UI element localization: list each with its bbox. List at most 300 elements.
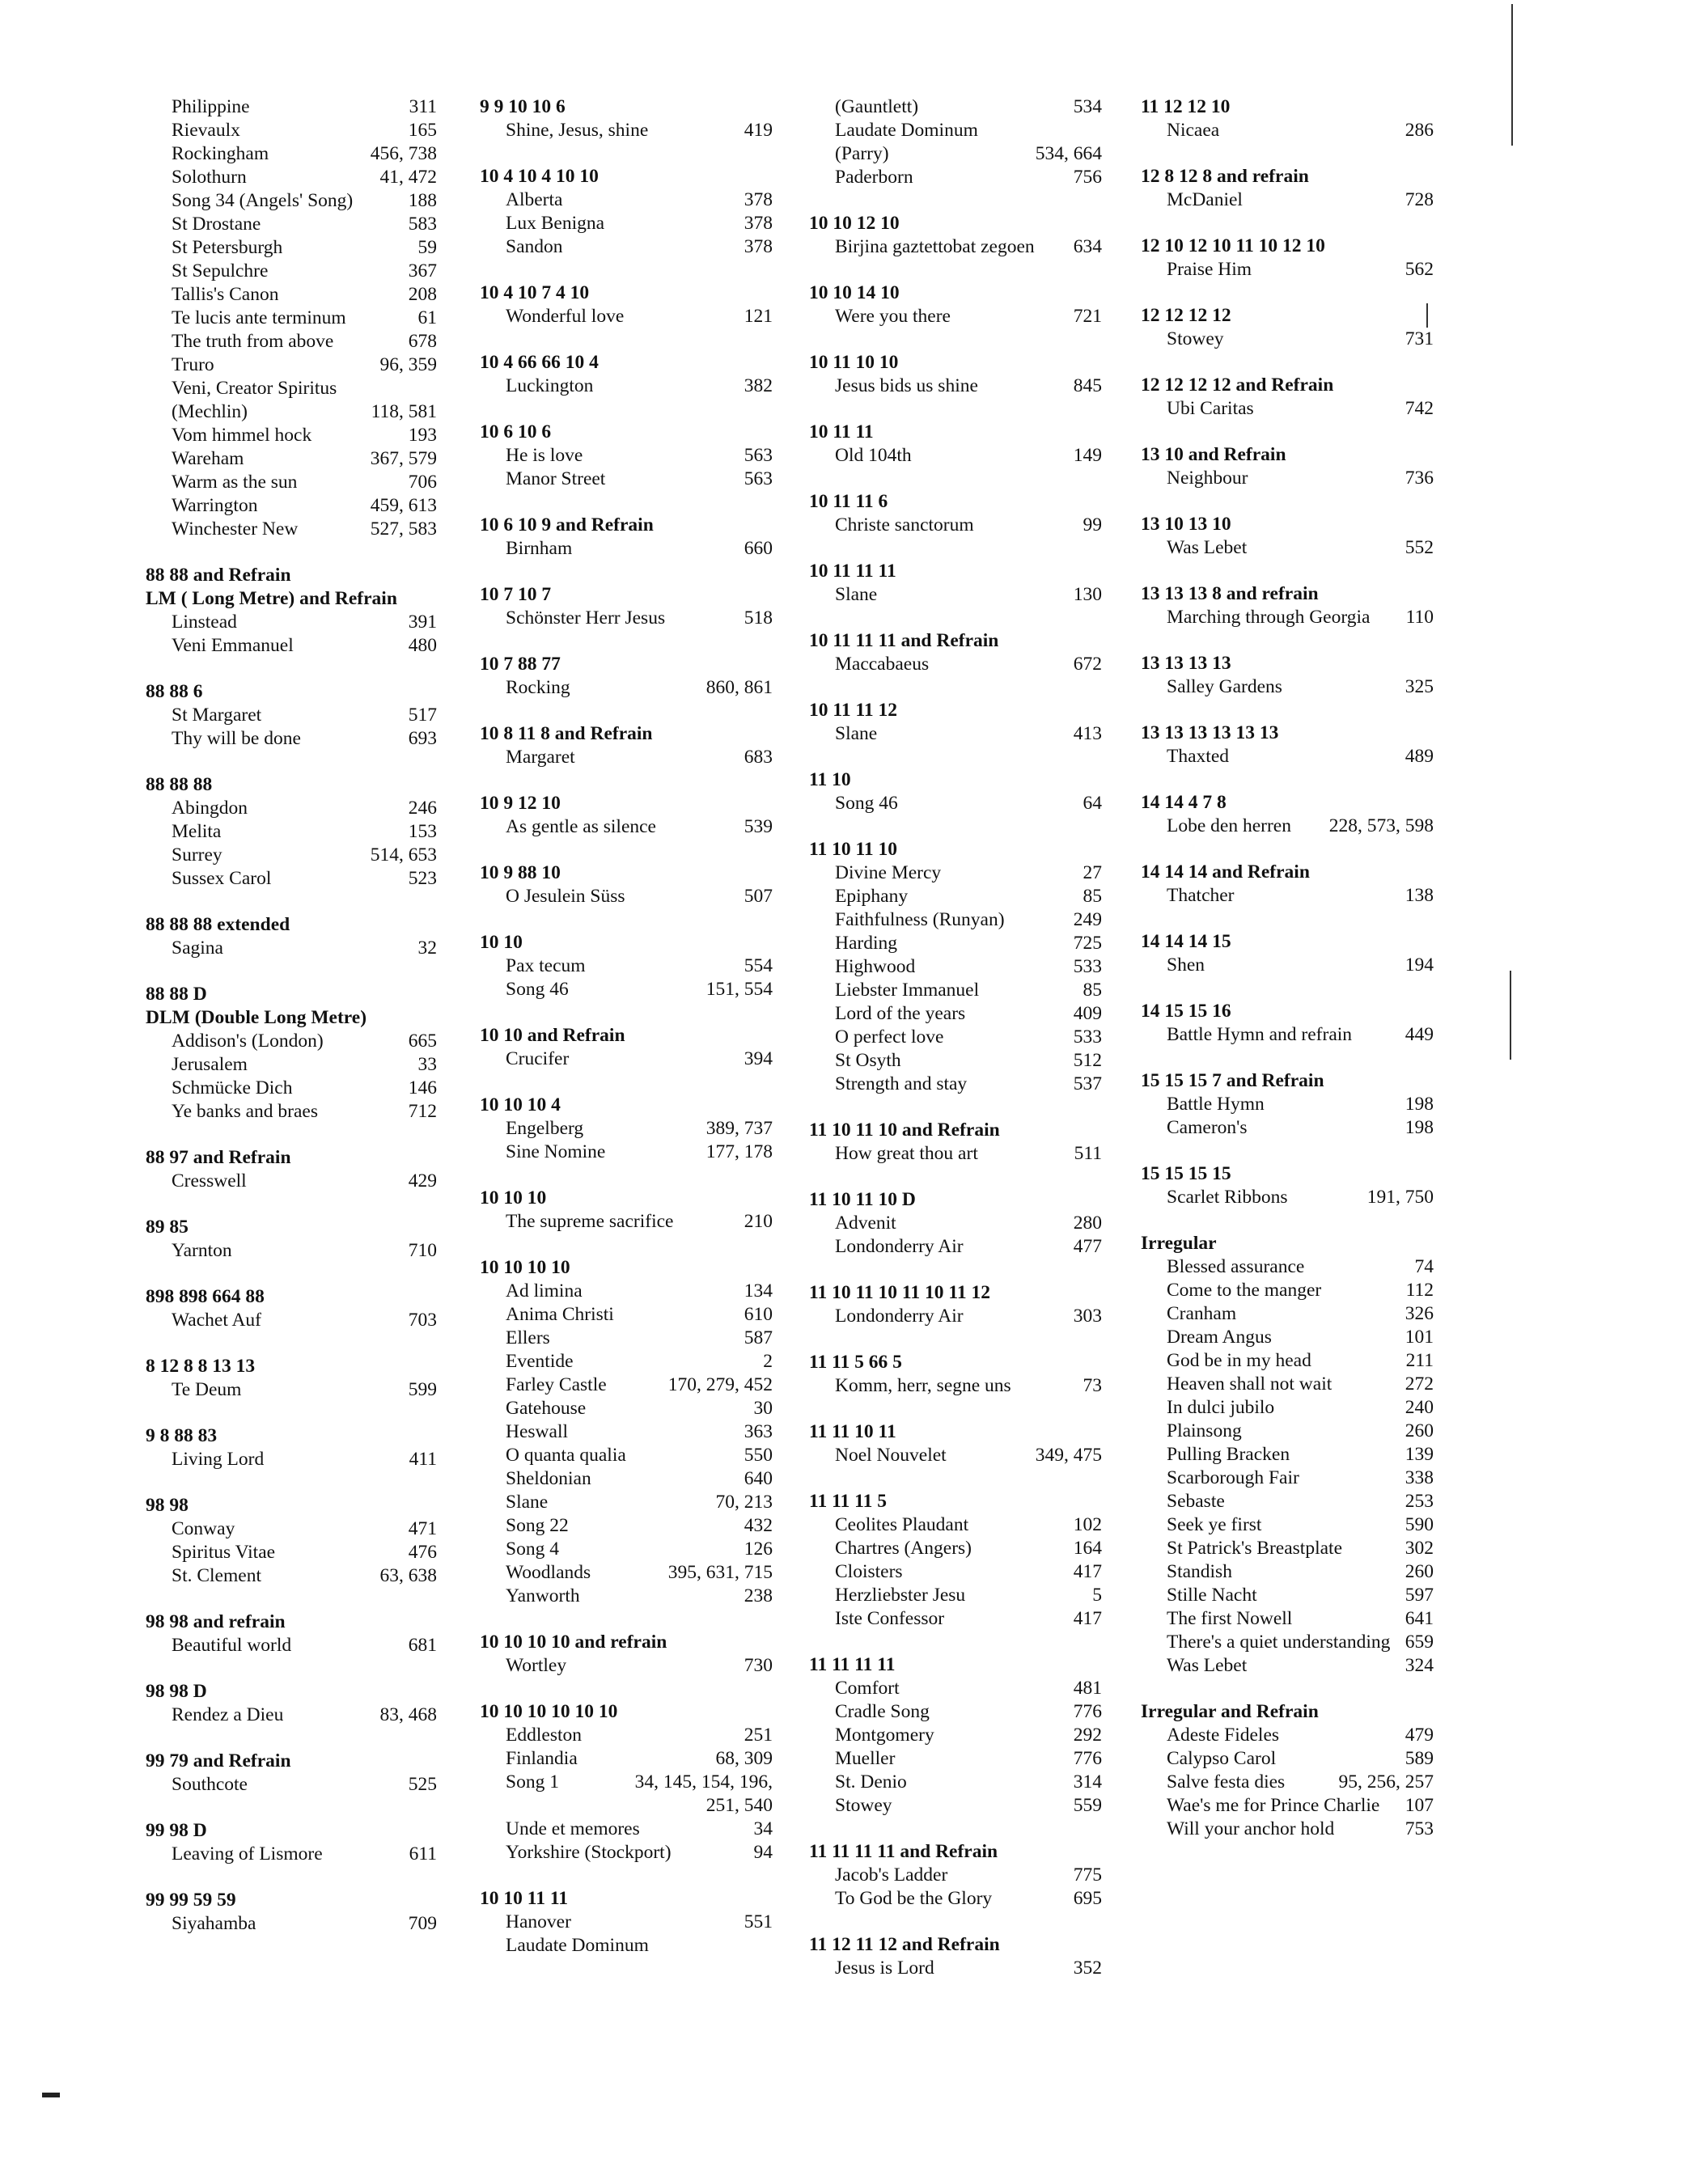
- meter-section: [1141, 374, 1434, 421]
- tune-name: Paderborn: [835, 167, 913, 188]
- meter-heading: 88 88 and Refrain: [146, 565, 291, 586]
- meter-heading: 10 10 11 11: [480, 1888, 569, 1909]
- hymn-numbers: 165: [408, 120, 437, 141]
- tune-name: Vom himmel hock: [172, 425, 312, 446]
- tune-entry: [1141, 1654, 1434, 1678]
- meter-heading: 898 898 664 88: [146, 1286, 265, 1307]
- meter-section: [1141, 582, 1434, 629]
- tune-name: Dream Angus: [1167, 1327, 1272, 1348]
- meter-section: [480, 165, 773, 259]
- hymn-numbers: 210: [744, 1211, 773, 1232]
- hymn-numbers: 514, 653: [370, 844, 437, 866]
- hymn-numbers: 164: [1073, 1538, 1102, 1559]
- hymn-numbers: 640: [744, 1468, 773, 1489]
- tune-entry: [146, 471, 437, 494]
- hymn-numbers: 672: [1073, 654, 1102, 675]
- meter-section: [809, 1840, 1102, 1911]
- meter-heading: 10 10 10 10: [480, 1257, 570, 1278]
- meter-heading: 10 11 11 11: [809, 561, 896, 582]
- tune-entry: [146, 447, 437, 471]
- meter-section: [809, 768, 1102, 815]
- tune-name: Ceolites Plaudant: [835, 1514, 969, 1535]
- meter-heading: 10 11 11: [809, 421, 874, 442]
- meter-section: [809, 1281, 1102, 1328]
- hymn-numbers: 552: [1405, 537, 1434, 558]
- tune-name: Sandon: [506, 236, 563, 257]
- tune-entry: [480, 1538, 773, 1561]
- hymn-numbers: 742: [1405, 398, 1434, 419]
- meter-section: [480, 1631, 773, 1678]
- hymn-numbers: 537: [1073, 1073, 1102, 1094]
- hymn-numbers: 251: [744, 1725, 773, 1746]
- hymn-numbers: 363: [744, 1421, 773, 1442]
- meter-heading: 10 10 10 10 and refrain: [480, 1632, 667, 1653]
- tune-name: Wortley: [506, 1655, 567, 1676]
- hymn-numbers: 703: [408, 1310, 437, 1331]
- tune-name: (Gauntlett): [835, 96, 919, 117]
- meter-heading: 10 11 11 11 and Refrain: [809, 630, 999, 651]
- hymn-numbers: 27: [1083, 862, 1102, 883]
- tune-name: How great thou art: [835, 1143, 978, 1164]
- tune-entry: [146, 1517, 437, 1541]
- tune-entry: [809, 1957, 1102, 1980]
- tune-entry: [480, 1048, 773, 1071]
- tune-entry: [809, 444, 1102, 468]
- tune-name: Cresswell: [172, 1170, 247, 1191]
- hymn-numbers: [432, 377, 437, 400]
- tune-entry: [809, 1887, 1102, 1911]
- tune-entry: [480, 1724, 773, 1747]
- hymn-numbers: 85: [1083, 980, 1102, 1001]
- hymn-numbers: 198: [1405, 1117, 1434, 1138]
- tune-entry: [1141, 1023, 1434, 1047]
- tune-name: O quanta qualia: [506, 1445, 626, 1466]
- tune-entry: [809, 1444, 1102, 1467]
- index-column-3: [809, 95, 1102, 2003]
- tune-entry: [809, 1374, 1102, 1398]
- tune-entry: [146, 727, 437, 751]
- hymn-numbers: 411: [409, 1449, 437, 1470]
- hymn-numbers: 845: [1073, 375, 1102, 396]
- tune-name: The first Nowell: [1167, 1608, 1293, 1629]
- tune-entry: [480, 1911, 773, 1934]
- meter-section: [480, 95, 773, 142]
- tune-entry: [809, 653, 1102, 676]
- tune-entry: [146, 820, 437, 844]
- tune-name: There's a quiet understanding: [1167, 1632, 1391, 1653]
- meter-section: [480, 722, 773, 769]
- tune-entry: [146, 1704, 437, 1727]
- tune-name: Abingdon: [172, 798, 248, 819]
- tune-name: Tallis's Canon: [172, 284, 279, 305]
- tune-name: Farley Castle: [506, 1374, 607, 1395]
- tune-entry: [809, 235, 1102, 259]
- tune-entry: [146, 1077, 437, 1100]
- tune-name: Battle Hymn and refrain: [1167, 1024, 1353, 1045]
- tune-name: Sussex Carol: [172, 868, 272, 889]
- hymn-numbers: 378: [744, 236, 773, 257]
- meter-heading: 11 11 11 5: [809, 1491, 887, 1512]
- hymn-numbers: 550: [744, 1445, 773, 1466]
- hymn-numbers: 710: [408, 1240, 437, 1261]
- tune-entry: [809, 1305, 1102, 1328]
- hymn-numbers: 641: [1405, 1608, 1434, 1629]
- hymn-numbers: 471: [408, 1518, 437, 1539]
- meter-section: [809, 699, 1102, 746]
- meter-section: [1141, 861, 1434, 908]
- meter-heading: 10 11 11 6: [809, 491, 888, 512]
- tune-name: Mueller: [835, 1748, 896, 1769]
- meter-heading: 10 9 12 10: [480, 793, 561, 814]
- tune-entry: [146, 1448, 437, 1471]
- tune-entry: [809, 1864, 1102, 1887]
- hymn-numbers: 611: [409, 1843, 437, 1864]
- meter-heading: 9 8 88 83: [146, 1425, 218, 1446]
- hymn-numbers: 507: [744, 886, 773, 907]
- tune-name: Plainsong: [1167, 1420, 1242, 1441]
- scan-edge-mark: [1511, 4, 1513, 146]
- tune-name: Thy will be done: [172, 728, 301, 749]
- meter-heading: 10 10 10: [480, 1187, 547, 1208]
- scan-speck: [42, 2093, 60, 2097]
- tune-name: Stille Nacht: [1167, 1585, 1257, 1606]
- hymn-numbers: 194: [1405, 954, 1434, 976]
- tune-entry: [809, 1724, 1102, 1747]
- hymn-numbers: 449: [1405, 1024, 1434, 1045]
- hymn-numbers: 94: [753, 1842, 773, 1863]
- tune-name: Jerusalem: [172, 1054, 248, 1075]
- tune-name: Sebaste: [1167, 1491, 1225, 1512]
- tune-name: Alberta: [506, 189, 563, 210]
- tune-entry: [480, 1491, 773, 1514]
- hymn-numbers: 5: [1092, 1585, 1102, 1606]
- meter-section: [1141, 513, 1434, 560]
- meter-heading: 10 10: [480, 932, 523, 953]
- meter-section: [1141, 304, 1434, 351]
- tune-name: Liebster Immanuel: [835, 980, 980, 1001]
- tune-name: Faithfulness (Runyan): [835, 909, 1005, 930]
- tune-entry: [480, 1585, 773, 1608]
- hymn-numbers: 730: [744, 1655, 773, 1676]
- hymn-numbers: 417: [1073, 1561, 1102, 1582]
- hymn-numbers: 489: [1405, 746, 1434, 767]
- tune-entry: [1141, 1467, 1434, 1490]
- tune-entry: [1141, 1420, 1434, 1443]
- tune-entry: [480, 1818, 773, 1841]
- meter-heading: 99 98 D: [146, 1820, 207, 1841]
- tune-name: Siyahamba: [172, 1913, 256, 1934]
- hymn-numbers: 731: [1405, 328, 1434, 349]
- hymn-numbers: 249: [1073, 909, 1102, 930]
- hymn-numbers: 432: [744, 1515, 773, 1536]
- tune-entry: [146, 283, 437, 307]
- meter-section: [146, 913, 437, 960]
- hymn-numbers: 563: [744, 445, 773, 466]
- meter-section: [146, 1216, 437, 1263]
- scan-edge-mark: [1510, 971, 1511, 1060]
- tune-name: Lord of the years: [835, 1003, 966, 1024]
- hymn-numbers: 583: [408, 214, 437, 235]
- meter-section: [809, 421, 1102, 468]
- tune-entry: [146, 260, 437, 283]
- tune-name: Song 22: [506, 1515, 569, 1536]
- meter-heading: 11 11 5 66 5: [809, 1352, 902, 1373]
- hymn-numbers: 534: [1073, 96, 1102, 117]
- hymn-numbers: 587: [744, 1327, 773, 1348]
- hymn-numbers: 149: [1073, 445, 1102, 466]
- tune-name: Shen: [1167, 954, 1205, 976]
- meter-heading: 88 88 88 extended: [146, 914, 290, 935]
- meter-section: [809, 1933, 1102, 1980]
- tune-entry: [480, 305, 773, 328]
- tune-name: O perfect love: [835, 1026, 944, 1048]
- meter-section: [146, 1610, 437, 1657]
- tune-entry: [146, 1030, 437, 1053]
- meter-section: [146, 1494, 437, 1588]
- hymn-numbers: 534, 664: [1035, 143, 1102, 164]
- hymn-numbers: 527, 583: [370, 518, 437, 540]
- tune-entry: [1141, 119, 1434, 142]
- tune-entry: [1141, 1560, 1434, 1584]
- meter-section: [480, 792, 773, 839]
- tune-entry: [809, 861, 1102, 885]
- hymn-numbers: 338: [1405, 1467, 1434, 1488]
- tune-name: Beautiful world: [172, 1635, 292, 1656]
- tune-name: God be in my head: [1167, 1350, 1311, 1371]
- meter-heading: 10 9 88 10: [480, 862, 561, 883]
- tune-entry: [480, 375, 773, 398]
- meter-heading: 11 10 11 10 11 10 11 12: [809, 1282, 990, 1303]
- tune-entry: [1141, 1255, 1434, 1279]
- tune-name: Wonderful love: [506, 306, 625, 327]
- hymn-numbers: 693: [408, 728, 437, 749]
- hymn-numbers: 73: [1083, 1375, 1102, 1396]
- meter-heading-alt: DLM (Double Long Metre): [146, 1007, 367, 1028]
- tune-name: Wachet Auf: [172, 1310, 261, 1331]
- hymn-numbers: 130: [1073, 584, 1102, 605]
- hymn-numbers: 367: [408, 260, 437, 281]
- tune-name: Come to the manger: [1167, 1280, 1322, 1301]
- meter-heading: 10 11 10 10: [809, 352, 899, 373]
- tune-entry: [480, 1654, 773, 1678]
- hymn-numbers: 85: [1083, 886, 1102, 907]
- tune-entry: [480, 1771, 773, 1794]
- meter-heading: 12 12 12 12: [1141, 305, 1231, 326]
- tune-entry: [480, 444, 773, 468]
- meter-section: [1141, 165, 1434, 212]
- hymn-numbers: [768, 1934, 773, 1958]
- tune-entry: [809, 514, 1102, 537]
- hymn-numbers: 382: [744, 375, 773, 396]
- meter-heading: 10 4 10 7 4 10: [480, 282, 590, 303]
- hymn-numbers: 389, 737: [705, 1118, 773, 1139]
- hymn-numbers: 678: [408, 331, 437, 352]
- meter-heading: 12 10 12 10 11 10 12 10: [1141, 235, 1325, 256]
- tune-entry: [480, 1141, 773, 1164]
- tune-entry: [146, 704, 437, 727]
- tune-name: Leaving of Lismore: [172, 1843, 323, 1864]
- tune-name: Comfort: [835, 1678, 900, 1699]
- tune-entry: [480, 1561, 773, 1585]
- hymn-numbers: 83, 468: [379, 1704, 437, 1725]
- tune-entry: [1141, 954, 1434, 977]
- meter-heading: 10 6 10 9 and Refrain: [480, 514, 654, 535]
- tune-name: Addison's (London): [172, 1031, 324, 1052]
- tune-entry: [1141, 1794, 1434, 1818]
- tune-entry: [480, 1841, 773, 1864]
- hymn-numbers: 712: [408, 1101, 437, 1122]
- hymn-numbers: 429: [408, 1170, 437, 1191]
- hymn-numbers: 533: [1073, 1026, 1102, 1048]
- tune-entry: [480, 1327, 773, 1350]
- tune-name: Song 1: [506, 1771, 559, 1792]
- tune-name: St. Clement: [172, 1565, 261, 1586]
- meter-heading: 10 11 11 12: [809, 700, 898, 721]
- hymn-numbers: 61: [417, 307, 437, 328]
- hymn-numbers: 139: [1405, 1444, 1434, 1465]
- meter-heading: 15 15 15 15: [1141, 1163, 1231, 1184]
- meter-heading: 11 10: [809, 769, 851, 790]
- tune-name: Finlandia: [506, 1748, 578, 1769]
- tune-name: Divine Mercy: [835, 862, 942, 883]
- tune-name: Eventide: [506, 1351, 574, 1372]
- hymn-numbers: 725: [1073, 933, 1102, 954]
- tune-entry: [809, 1677, 1102, 1700]
- hymn-numbers: 238: [744, 1585, 773, 1606]
- tune-name: Cranham: [1167, 1303, 1237, 1324]
- hymn-numbers: 211: [1405, 1350, 1434, 1371]
- tune-name: Was Lebet: [1167, 1655, 1248, 1676]
- meter-heading: 98 98 D: [146, 1681, 207, 1702]
- tune-entry: [1141, 1818, 1434, 1841]
- tune-name: Thatcher: [1167, 885, 1235, 906]
- meter-section: [480, 1094, 773, 1164]
- tune-entry: [809, 375, 1102, 398]
- hymn-numbers: 198: [1405, 1094, 1434, 1115]
- tune-entry: [146, 494, 437, 518]
- meter-section: [480, 1024, 773, 1071]
- meter-section: [480, 653, 773, 700]
- meter-section: [146, 1819, 437, 1866]
- tune-name: Slane: [835, 584, 878, 605]
- tune-name: Were you there: [835, 306, 951, 327]
- meter-heading: 8 12 8 8 13 13: [146, 1356, 256, 1377]
- hymn-numbers: 96, 359: [379, 354, 437, 375]
- tune-name: Schönster Herr Jesus: [506, 607, 666, 629]
- meter-section: [1141, 791, 1434, 838]
- tune-name: Blessed assurance: [1167, 1256, 1305, 1277]
- hymn-numbers: 34: [753, 1818, 773, 1839]
- tune-entry: [1141, 1771, 1434, 1794]
- tune-name: Stowey: [835, 1795, 892, 1816]
- tune-name: Eddleston: [506, 1725, 582, 1746]
- tune-name: Herzliebster Jesu: [835, 1585, 966, 1606]
- tune-name: Calypso Carol: [1167, 1748, 1277, 1769]
- meter-heading: 13 10 13 10: [1141, 514, 1231, 535]
- hymn-numbers: 512: [1073, 1050, 1102, 1071]
- tune-name: Rievaulx: [172, 120, 240, 141]
- tune-entry: [809, 1607, 1102, 1631]
- tune-name: Luckington: [506, 375, 594, 396]
- tune-entry: [146, 400, 437, 424]
- tune-entry: [1141, 1490, 1434, 1513]
- meter-section: [146, 95, 437, 541]
- tune-entry: [146, 353, 437, 377]
- tune-name: Spiritus Vitae: [172, 1542, 276, 1563]
- tune-name: Sine Nomine: [506, 1141, 606, 1162]
- tune-entry: [146, 236, 437, 260]
- tune-entry: [146, 867, 437, 891]
- meter-heading: 11 12 11 12 and Refrain: [809, 1934, 1000, 1955]
- tune-name: Montgomery: [835, 1725, 934, 1746]
- meter-section: [1141, 652, 1434, 699]
- tune-entry: [809, 792, 1102, 815]
- tune-entry: [146, 213, 437, 236]
- meter-heading: 10 10 14 10: [809, 282, 900, 303]
- tune-name: Scarborough Fair: [1167, 1467, 1299, 1488]
- tune-entry: [809, 955, 1102, 979]
- meter-heading: 11 10 11 10 D: [809, 1189, 916, 1210]
- meter-heading: 10 10 and Refrain: [480, 1025, 625, 1046]
- tune-name: St Patrick's Breastplate: [1167, 1538, 1342, 1559]
- hymn-numbers: 517: [408, 705, 437, 726]
- meter-heading: 89 85: [146, 1217, 189, 1238]
- tune-entry: [146, 1773, 437, 1797]
- tune-name: Ad limina: [506, 1280, 583, 1302]
- tune-name: Unde et memores: [506, 1818, 640, 1839]
- tune-name: Te Deum: [172, 1379, 242, 1400]
- hymn-numbers: 126: [744, 1539, 773, 1560]
- tune-name: Standish: [1167, 1561, 1232, 1582]
- meter-section: [1141, 443, 1434, 490]
- hymn-numbers: 419: [744, 120, 773, 141]
- tune-name: Cloisters: [835, 1561, 903, 1582]
- tune-entry: [480, 607, 773, 630]
- meter-heading: 10 6 10 6: [480, 421, 552, 442]
- tune-name: Song 46: [835, 793, 898, 814]
- meter-heading: 11 10 11 10 and Refrain: [809, 1120, 1000, 1141]
- tune-entry: [809, 1794, 1102, 1818]
- tune-name: Noel Nouvelet: [835, 1445, 947, 1466]
- meter-section: [480, 861, 773, 908]
- tune-name: Rocking: [506, 677, 570, 698]
- tune-name: Veni Emmanuel: [172, 635, 294, 656]
- hymn-numbers: 367, 579: [370, 448, 437, 469]
- tune-name: Jesus bids us shine: [835, 375, 978, 396]
- tune-entry: [146, 634, 437, 658]
- hymn-numbers: 349, 475: [1035, 1445, 1102, 1466]
- hymn-numbers: 551: [744, 1911, 773, 1932]
- tune-entry: [480, 1444, 773, 1467]
- tune-entry: [809, 166, 1102, 189]
- hymn-numbers: 30: [753, 1398, 773, 1419]
- hymn-numbers: 34, 145, 154, 196,: [634, 1771, 773, 1792]
- tune-entry: [146, 1239, 437, 1263]
- meter-heading: 88 88 6: [146, 681, 203, 702]
- hymn-numbers: 559: [1073, 1795, 1102, 1816]
- meter-heading-alt: LM ( Long Metre) and Refrain: [146, 588, 397, 609]
- hymn-numbers: 74: [1414, 1256, 1434, 1277]
- tune-entry: [480, 1397, 773, 1420]
- hymn-numbers: 695: [1073, 1888, 1102, 1909]
- tune-entry: [809, 1513, 1102, 1537]
- meter-heading: 12 12 12 12 and Refrain: [1141, 375, 1334, 396]
- tune-name: Living Lord: [172, 1449, 265, 1470]
- hymn-numbers: 324: [1405, 1655, 1434, 1676]
- tune-entry: [480, 676, 773, 700]
- tune-entry: [809, 1584, 1102, 1607]
- tune-name: Slane: [506, 1492, 549, 1513]
